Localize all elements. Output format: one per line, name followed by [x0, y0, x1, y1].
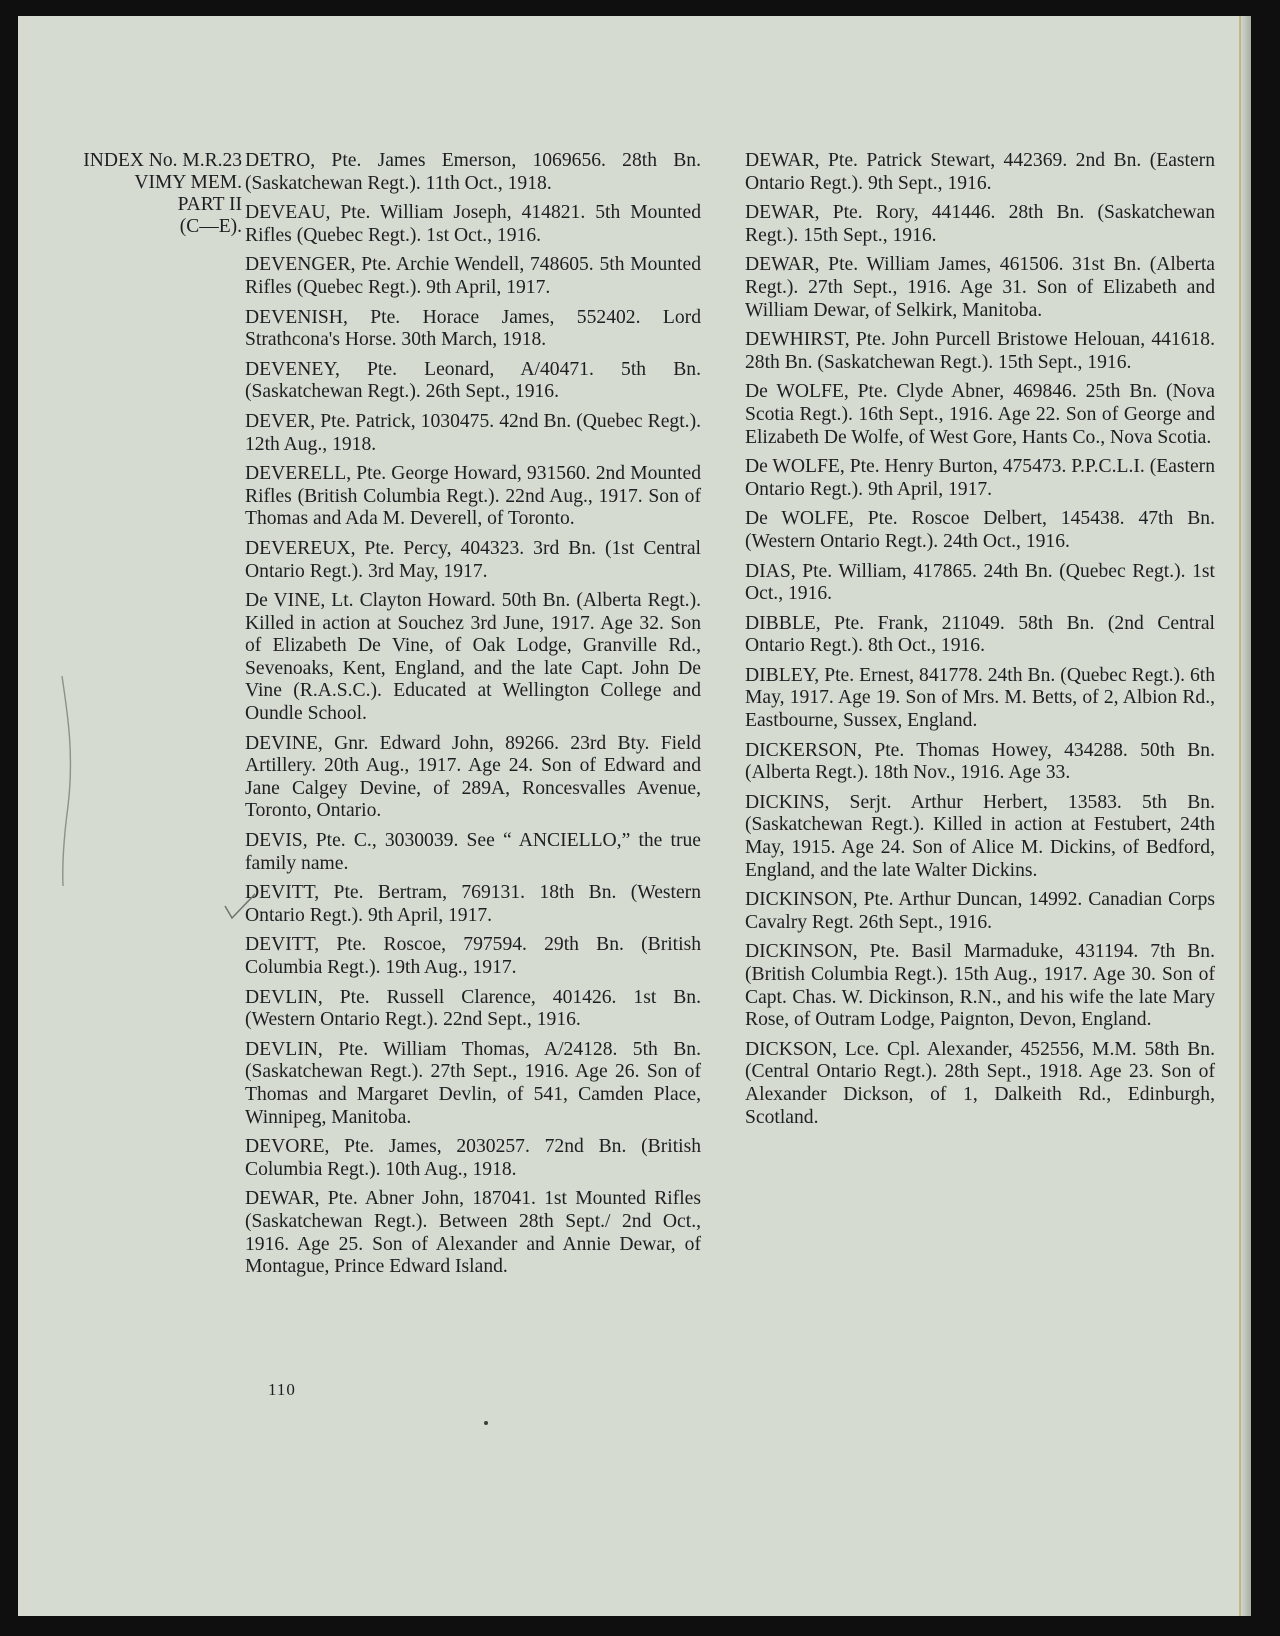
index-number: INDEX No. M.R.23	[83, 150, 242, 171]
roll-entry: DETRO, Pte. James Emerson, 1069656. 28th Bn. (Saskatchewan Regt.). 11th Oct., 1918.	[245, 150, 701, 194]
roll-entry: DEVIS, Pte. C., 3030039. See “ ANCIELLO,” the true family name.	[245, 830, 701, 874]
roll-entry: DIAS, Pte. William, 417865. 24th Bn. (Quebec Regt.). 1st Oct., 1916.	[745, 560, 1215, 605]
roll-entry: DEVITT, Pte. Roscoe, 797594. 29th Bn. (British Columbia Regt.). 19th Aug., 1917.	[245, 934, 701, 978]
document-page	[18, 16, 1251, 1616]
roll-entry: De WOLFE, Pte. Roscoe Delbert, 145438. 47th Bn. (Western Ontario Regt.). 24th Oct., 1916.	[745, 508, 1215, 552]
roll-entry: DEVENISH, Pte. Horace James, 552402. Lord Strathcona's Horse. 30th March, 1918.	[245, 306, 701, 351]
roll-entry: De WOLFE, Pte. Clyde Abner, 469846. 25th Bn. (Nova Scotia Regt.). 16th Sept., 1916. Age 22. Son of George and Elizabeth De Wolfe, of West Gore, Hants Co., Nova Scotia.	[745, 381, 1215, 448]
roll-entry: De VINE, Lt. Clayton Howard. 50th Bn. (Alberta Regt.). Killed in action at Souchez 3rd June, 1917. Age 32. Son of Elizabeth De Vine, of Oak Lodge, Granville Rd., Sevenoaks, Kent, England, and the late Capt. John De Vine (R.A.S.C.). Educated at Wellington College and Oundle School.	[245, 590, 701, 725]
check-mark-icon	[223, 892, 259, 926]
part-label: PART II	[177, 194, 242, 215]
roll-entry: DEVORE, Pte. James, 2030257. 72nd Bn. (British Columbia Regt.). 10th Aug., 1918.	[245, 1136, 701, 1180]
roll-entry: DICKINS, Serjt. Arthur Herbert, 13583. 5th Bn. (Saskatchewan Regt.). Killed in action at Festubert, 24th May, 1915. Age 24. Son of Alice M. Dickins, of Bedford, England, and the late Walter Dickins.	[745, 791, 1215, 881]
roll-entry: DEVEAU, Pte. William Joseph, 414821. 5th Mounted Rifles (Quebec Regt.). 1st Oct., 1916.	[245, 202, 701, 246]
roll-entry: DEVITT, Pte. Bertram, 769131. 18th Bn. (Western Ontario Regt.). 9th April, 1917.	[245, 882, 701, 926]
pencil-mark	[54, 676, 94, 886]
roll-entry: DEWAR, Pte. Abner John, 187041. 1st Mounted Rifles (Saskatchewan Regt.). Between 28th Sept./ 2nd Oct., 1916. Age 25. Son of Alexander and Annie Dewar, of Montague, Prince Edward Island.	[245, 1188, 701, 1278]
roll-entry: DEWAR, Pte. Rory, 441446. 28th Bn. (Saskatchewan Regt.). 15th Sept., 1916.	[745, 202, 1215, 246]
margin-index	[36, 150, 242, 238]
roll-entry: DICKINSON, Pte. Basil Marmaduke, 431194. 7th Bn. (British Columbia Regt.). 15th Aug., 1917. Age 30. Son of Capt. Chas. W. Dickinson, R.N., and his wife the late Mary Rose, of Outram Lodge, Paignton, Devon, England.	[745, 941, 1215, 1031]
roll-entry: De WOLFE, Pte. Henry Burton, 475473. P.P.C.L.I. (Eastern Ontario Regt.). 9th April, 1917.	[745, 456, 1215, 500]
roll-entry: DEVINE, Gnr. Edward John, 89266. 23rd Bty. Field Artillery. 20th Aug., 1917. Age 24. Son of Edward and Jane Calgey Devine, of 289A, Roncesvalles Avenue, Toronto, Ontario.	[245, 732, 701, 822]
roll-entry: DEWAR, Pte. William James, 461506. 31st Bn. (Alberta Regt.). 27th Sept., 1916. Age 31. Son of Elizabeth and William Dewar, of Selkirk, Manitoba.	[745, 254, 1215, 321]
roll-entry: DIBBLE, Pte. Frank, 211049. 58th Bn. (2nd Central Ontario Regt.). 8th Oct., 1916.	[745, 612, 1215, 657]
roll-entry: DEVERELL, Pte. George Howard, 931560. 2nd Mounted Rifles (British Columbia Regt.). 22nd Aug., 1917. Son of Thomas and Ada M. Deverell, of Toronto.	[245, 463, 701, 530]
roll-entry: DEVLIN, Pte. William Thomas, A/24128. 5th Bn. (Saskatchewan Regt.). 27th Sept., 1916. Age 26. Son of Thomas and Margaret Devlin, of 541, Camden Place, Winnipeg, Manitoba.	[245, 1038, 701, 1128]
roll-entry: DIBLEY, Pte. Ernest, 841778. 24th Bn. (Quebec Regt.). 6th May, 1917. Age 19. Son of Mrs. M. Betts, of 2, Albion Rd., Eastbourne, Sussex, England.	[745, 664, 1215, 732]
right-column	[745, 150, 1215, 1136]
page-edge	[1240, 16, 1251, 1616]
roll-entry: DEVER, Pte. Patrick, 1030475. 42nd Bn. (Quebec Regt.). 12th Aug., 1918.	[245, 410, 701, 455]
page-number: 110	[268, 1380, 296, 1399]
roll-entry: DEVLIN, Pte. Russell Clarence, 401426. 1st Bn. (Western Ontario Regt.). 22nd Sept., 1916.	[245, 986, 701, 1031]
roll-entry: DEVENEY, Pte. Leonard, A/40471. 5th Bn. (Saskatchewan Regt.). 26th Sept., 1916.	[245, 358, 701, 403]
roll-entry: DICKSON, Lce. Cpl. Alexander, 452556, M.M. 58th Bn. (Central Ontario Regt.). 28th Sept., 1918. Age 23. Son of Alexander Dickson, of 1, Dalkeith Rd., Edinburgh, Scotland.	[745, 1038, 1215, 1128]
roll-entry: DEWAR, Pte. Patrick Stewart, 442369. 2nd Bn. (Eastern Ontario Regt.). 9th Sept., 1916.	[745, 150, 1215, 194]
left-column	[245, 150, 701, 1286]
roll-entry: DEVEREUX, Pte. Percy, 404323. 3rd Bn. (1st Central Ontario Regt.). 3rd May, 1917.	[245, 537, 701, 582]
letter-range: (C—E).	[179, 216, 242, 237]
roll-entry: DICKINSON, Pte. Arthur Duncan, 14992. Canadian Corps Cavalry Regt. 26th Sept., 1916.	[745, 889, 1215, 933]
roll-entry: DEWHIRST, Pte. John Purcell Bristowe Helouan, 441618. 28th Bn. (Saskatchewan Regt.). 15th Sept., 1916.	[745, 329, 1215, 373]
roll-entry: DICKERSON, Pte. Thomas Howey, 434288. 50th Bn. (Alberta Regt.). 18th Nov., 1916. Age 33.	[745, 739, 1215, 784]
ink-dot	[484, 1421, 488, 1425]
memorial-name: VIMY MEM.	[134, 172, 242, 193]
roll-entry: DEVENGER, Pte. Archie Wendell, 748605. 5th Mounted Rifles (Quebec Regt.). 9th April, 1917.	[245, 254, 701, 298]
